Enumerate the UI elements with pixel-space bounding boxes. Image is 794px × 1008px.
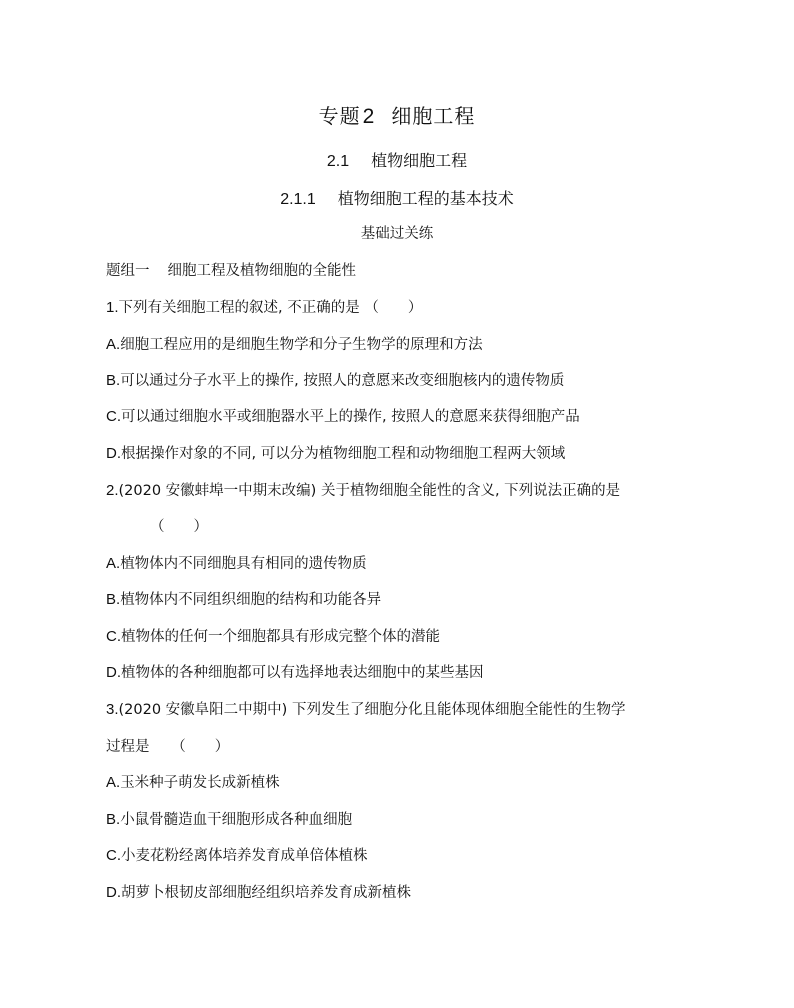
option-text: 根据操作对象的不同, 可以分为植物细胞工程和动物细胞工程两大领域 [121,446,566,462]
question-1-option-a [106,333,483,354]
practice-label: 基础过关练 [360,226,434,242]
question-1-option-c [106,405,580,426]
question-text: (2020 安徽阜阳二中期中) 下列发生了细胞分化且能体现体细胞全能性的生物学 [118,702,626,718]
question-text: (2020 安徽蚌埠一中期末改编) 关于植物细胞全能性的含义, 下列说法正确的是 [118,483,621,499]
question-3-option-c [106,844,368,865]
section-title [0,148,794,171]
group-label: 题组一 [106,263,150,279]
question-2-option-b [106,588,381,609]
option-text: 玉米种子萌发长成新植株 [120,775,280,791]
option-text: 小麦花粉经离体培养发育成单倍体植株 [121,848,368,864]
question-1-option-d [106,442,565,463]
option-letter: C. [106,408,121,425]
question-2-option-d [106,661,484,682]
option-letter: B. [106,372,121,389]
chapter-prefix: 专题 [318,104,361,128]
option-text: 植物体内不同组织细胞的结构和功能各异 [120,592,382,608]
section-number: 2.1 [326,153,350,170]
option-letter: B. [106,591,121,608]
option-text: 植物体的各种细胞都可以有选择地表达细胞中的某些基因 [121,665,484,681]
group-name: 细胞工程及植物细胞的全能性 [167,263,356,279]
question-2-option-c [106,625,440,646]
question-1-option-b [106,369,564,390]
option-letter: D. [106,884,121,901]
option-text: 植物体内不同细胞具有相同的遗传物质 [120,556,367,572]
option-text: 细胞工程应用的是细胞生物学和分子生物学的原理和方法 [120,337,483,353]
option-letter: D. [106,664,121,681]
question-number: 2. [106,482,119,499]
option-letter: A. [106,774,121,791]
option-text: 可以通过分子水平上的操作, 按照人的意愿来改变细胞核内的遗传物质 [120,373,565,389]
question-3-option-b [106,808,352,829]
question-number: 1. [106,299,119,316]
group-title [106,259,356,280]
question-3-option-d [106,881,411,902]
question-2-stem-continued: （ ） [150,519,208,535]
option-letter: C. [106,847,121,864]
question-number: 3. [106,701,119,718]
option-text: 胡萝卜根韧皮部细胞经组织培养发育成新植株 [121,885,411,901]
question-text: 下列有关细胞工程的叙述, 不正确的是 （ ） [118,300,423,316]
subsection-name: 植物细胞工程的基本技术 [337,189,514,208]
question-2-option-a [106,552,367,573]
option-letter: A. [106,555,121,572]
chapter-number: 2 [362,105,376,128]
chapter-title [0,100,794,129]
chapter-name: 细胞工程 [391,104,476,128]
option-letter: A. [106,336,121,353]
question-1-stem [106,296,422,317]
option-letter: D. [106,445,121,462]
option-letter: B. [106,811,121,828]
subsection-number: 2.1.1 [280,191,316,208]
option-letter: C. [106,628,121,645]
option-text: 小鼠骨髓造血干细胞形成各种血细胞 [120,812,353,828]
question-2-stem [106,479,620,500]
question-3-stem-continued: 过程是 （ ） [106,739,230,755]
option-text: 可以通过细胞水平或细胞器水平上的操作, 按照人的意愿来获得细胞产品 [121,409,580,425]
option-text: 植物体的任何一个细胞都具有形成完整个体的潜能 [121,629,440,645]
subsection-title [0,186,794,209]
question-3-stem [106,698,625,719]
section-name: 植物细胞工程 [371,151,468,170]
question-3-option-a [106,771,280,792]
